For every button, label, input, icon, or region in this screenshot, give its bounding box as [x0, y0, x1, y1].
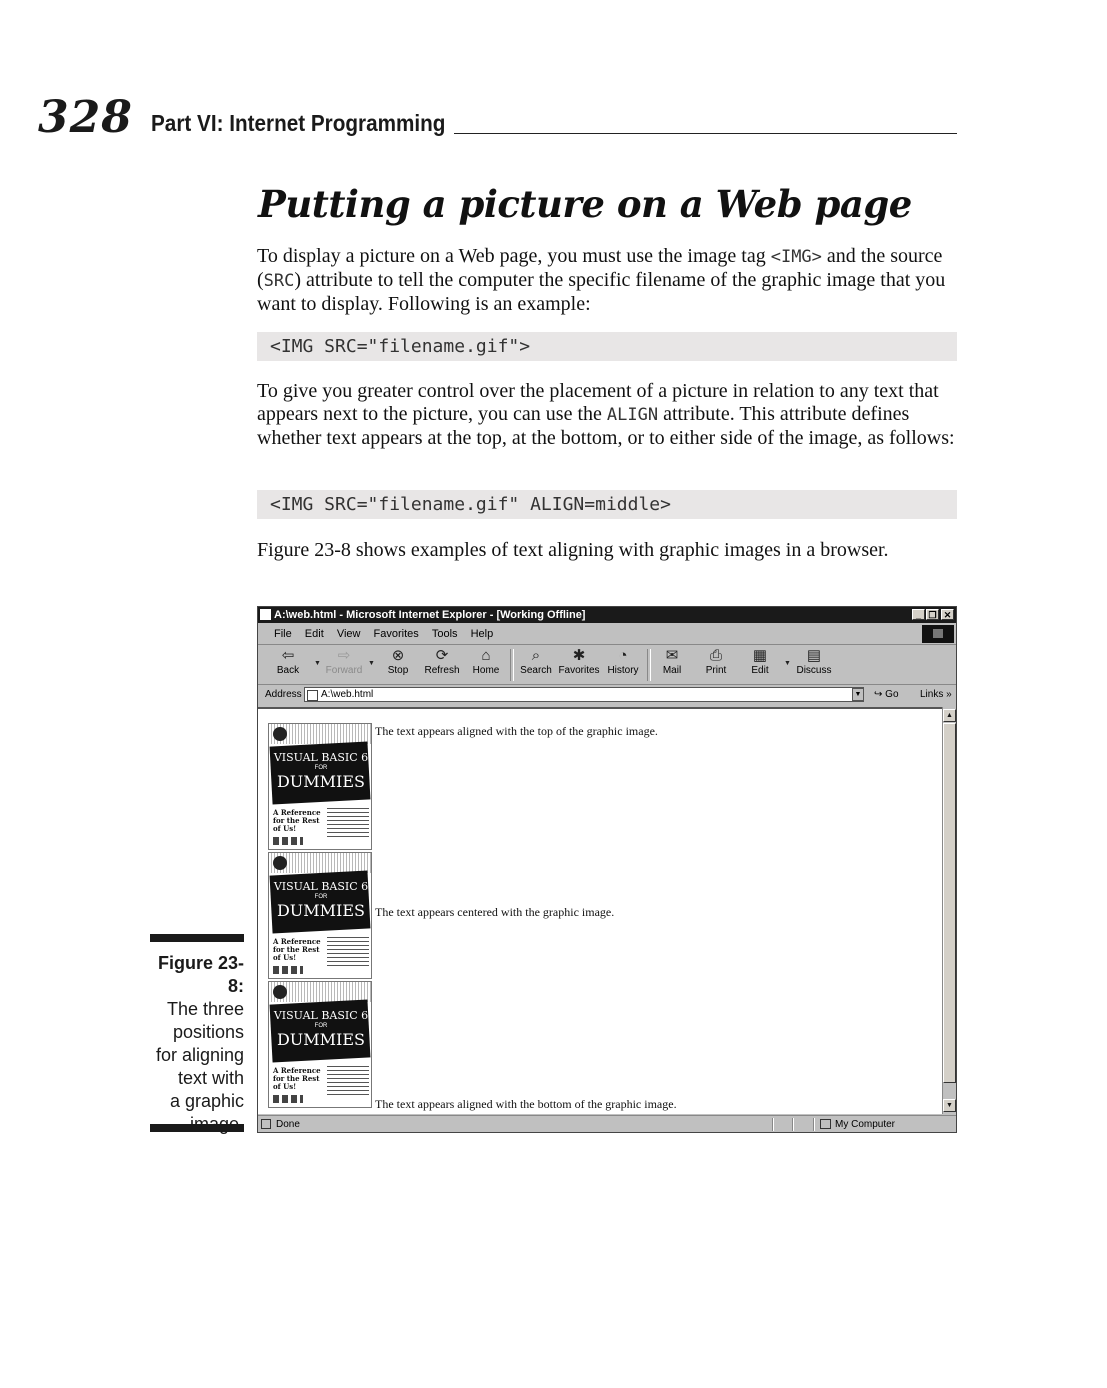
p1-code-img: <IMG> — [770, 247, 822, 267]
edit-button[interactable]: ▦ Edit — [751, 647, 769, 676]
book-cover-image: VISUAL BASIC 6 FOR DUMMIES A Reference for the Rest of Us! — [268, 981, 372, 1108]
windows-logo-icon — [922, 625, 954, 643]
refresh-icon: ⟳ — [435, 647, 449, 664]
book-cover-image: VISUAL BASIC 6 FOR DUMMIES A Reference for the Rest of Us! — [268, 723, 372, 850]
p2-text-2: attribute. This attribute defines whether text appears at the top, at the bottom, or to either side of the image, as follows: — [257, 403, 955, 449]
back-button[interactable]: ⇦ Back — [276, 647, 300, 676]
browser-title-bar — [258, 607, 956, 623]
menu-view[interactable]: View — [336, 628, 361, 640]
toolbar — [258, 645, 956, 685]
address-dropdown-icon[interactable]: ▼ — [852, 688, 864, 701]
menu-bar — [258, 624, 956, 645]
browser-title: A:\web.html - Microsoft Internet Explorer - [Working Offline] — [274, 609, 586, 621]
figure-caption — [150, 952, 244, 1136]
header-rule — [454, 133, 957, 134]
paragraph-align — [257, 380, 957, 450]
caption-line: positions — [172, 1022, 244, 1042]
caption-label: Figure 23-8: — [157, 953, 244, 996]
edit-icon: ▦ — [752, 647, 768, 664]
search-icon: ⌕ — [531, 647, 541, 664]
discuss-icon: ▤ — [806, 647, 822, 664]
text-aligned-top: The text appears aligned with the top of the graphic image. — [375, 724, 658, 738]
home-button[interactable]: ⌂ Home — [472, 647, 500, 676]
scroll-up-icon[interactable]: ▲ — [943, 709, 956, 722]
status-separator — [792, 1118, 794, 1131]
paragraph-figure-ref: Figure 23-8 shows examples of text aligning with graphic images in a browser. — [257, 539, 889, 561]
status-separator — [772, 1118, 774, 1131]
stop-button[interactable]: ⊗ Stop — [387, 647, 409, 676]
text-aligned-middle: The text appears centered with the graphic image. — [375, 905, 615, 919]
menu-edit[interactable]: Edit — [304, 628, 324, 640]
vertical-scrollbar[interactable] — [942, 707, 956, 1114]
search-button[interactable]: ⌕ Search — [520, 647, 552, 676]
code-example-img: <IMG SRC="filename.gif"> — [257, 332, 957, 361]
menu-favorites[interactable]: Favorites — [373, 628, 419, 640]
mail-icon: ✉ — [665, 647, 679, 664]
favorites-icon: ✱ — [572, 647, 586, 664]
history-icon: ◔ — [618, 647, 628, 664]
book-cover-image: VISUAL BASIC 6 FOR DUMMIES A Reference for the Rest of Us! — [268, 852, 372, 979]
status-separator — [813, 1118, 815, 1131]
home-icon: ⌂ — [481, 647, 491, 664]
address-bar — [258, 685, 956, 705]
ie-icon — [260, 609, 271, 620]
page-done-icon — [261, 1119, 271, 1129]
page-number: 328 — [38, 92, 133, 143]
p2-code-align: ALIGN — [606, 405, 659, 425]
p1-text-2: and the source ( — [257, 245, 943, 291]
scroll-thumb[interactable] — [943, 723, 956, 1083]
go-arrow-icon: ↪ — [874, 689, 883, 700]
scroll-down-icon[interactable]: ▼ — [943, 1099, 956, 1112]
section-title: Putting a picture on a Web page — [258, 182, 912, 226]
address-label: Address — [265, 689, 302, 700]
go-button[interactable]: ↪ Go — [874, 689, 899, 700]
caption-line: text with — [177, 1068, 244, 1088]
back-arrow-icon: ⇦ — [281, 647, 295, 664]
restore-button[interactable]: ❐ — [926, 609, 939, 620]
menu-help[interactable]: Help — [470, 628, 494, 640]
code-example-align: <IMG SRC="filename.gif" ALIGN=middle> — [257, 490, 957, 519]
history-button[interactable]: ◔ History — [607, 647, 639, 676]
address-input[interactable]: A:\web.html — [304, 687, 864, 702]
forward-arrow-icon: ⇨ — [337, 647, 351, 664]
p1-text-1: To display a picture on a Web page, you must use the image tag — [257, 245, 771, 267]
caption-line: The three — [166, 999, 244, 1019]
p1-code-src: SRC — [263, 271, 295, 291]
text-aligned-bottom: The text appears aligned with the bottom of the graphic image. — [375, 1097, 677, 1111]
mail-button[interactable]: ✉ Mail — [662, 647, 682, 676]
page-viewport — [258, 707, 942, 1114]
p2-text-1: To give you greater control over the placement of a picture in relation to any text that appears next to the picture, you can use the — [257, 380, 939, 425]
minimize-button[interactable]: _ — [912, 609, 925, 620]
forward-dropdown-icon[interactable]: ▼ — [368, 660, 375, 667]
discuss-button[interactable]: ▤ Discuss — [796, 647, 832, 676]
paragraph-image-tag — [257, 245, 957, 316]
caption-line: for aligning — [155, 1045, 244, 1065]
status-text: Done — [276, 1119, 300, 1130]
my-computer-icon — [820, 1119, 831, 1129]
refresh-button[interactable]: ⟳ Refresh — [424, 647, 460, 676]
menu-file[interactable]: File — [274, 628, 292, 640]
favorites-button[interactable]: ✱ Favorites — [558, 647, 600, 676]
print-icon: ⎙ — [709, 647, 722, 664]
p1-text-3: ) attribute to tell the computer the specific filename of the graphic image that you want to display. Following is an example: — [257, 269, 946, 315]
back-dropdown-icon[interactable]: ▼ — [314, 660, 321, 667]
caption-line: a graphic — [169, 1091, 244, 1111]
zone-text: My Computer — [835, 1119, 896, 1130]
menu-tools[interactable]: Tools — [431, 628, 458, 640]
running-head: Part VI: Internet Programming — [151, 110, 446, 136]
print-button[interactable]: ⎙ Print — [705, 647, 727, 676]
links-button[interactable]: Links » — [920, 689, 952, 700]
caption-top-bar — [150, 934, 244, 942]
edit-dropdown-icon[interactable]: ▼ — [784, 660, 791, 667]
browser-window — [257, 606, 957, 1133]
forward-button[interactable]: ⇨ Forward — [325, 647, 363, 676]
caption-bottom-bar — [150, 1124, 244, 1132]
close-button[interactable]: ✕ — [941, 609, 954, 620]
stop-icon: ⊗ — [391, 647, 405, 664]
status-bar — [258, 1115, 956, 1133]
